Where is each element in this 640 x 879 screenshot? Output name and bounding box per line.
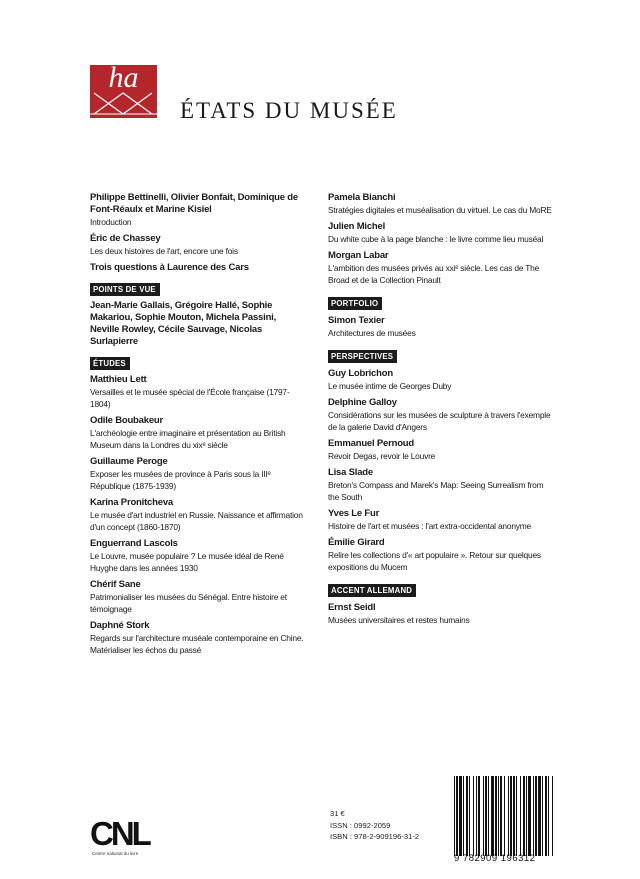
toc-title: Le musée intime de Georges Duby (328, 381, 452, 391)
toc-entry (90, 497, 305, 533)
issn: ISSN : 0992-2059 (330, 820, 391, 830)
barcode-bar (473, 776, 474, 856)
toc-author: Emmanuel Pernoud (328, 438, 415, 449)
toc-title: Le Louvre, musée populaire ? Le musée idéal de René Huyghe dans les années 1930 (90, 551, 284, 573)
toc-author: Lisa Slade (328, 467, 373, 478)
barcode-bar (542, 776, 543, 856)
section-perspectives: PERSPECTIVES (328, 350, 397, 363)
toc-entry (90, 620, 305, 656)
toc-entry (328, 315, 553, 339)
toc-author: Delphine Galloy (328, 397, 397, 408)
barcode-bar (488, 776, 489, 856)
cnl-logo-subtitle: Centre national du livre (92, 851, 139, 856)
barcode (454, 770, 553, 862)
toc-author: Trois questions à Laurence des Cars (90, 262, 249, 273)
toc-title: Patrimonialiser les musées du Sénégal. Entre histoire et témoignage (90, 592, 287, 614)
barcode-bar (528, 776, 531, 856)
toc-author: Simon Texier (328, 315, 385, 326)
toc-entry (328, 368, 553, 392)
toc-author: Émilie Girard (328, 537, 385, 548)
toc-title: Introduction (90, 217, 132, 227)
toc-entry (90, 262, 305, 274)
toc-title: Relire les collections d'« art populaire ». Retour sur quelques expositions du Mucem (328, 550, 541, 572)
barcode-bar (526, 776, 527, 856)
toc-author: Pamela Bianchi (328, 192, 396, 203)
barcode-bar (485, 776, 487, 856)
toc-title: Les deux histoires de l'art, encore une fois (90, 246, 238, 256)
barcode-bar (508, 776, 509, 856)
section-portfolio: PORTFOLIO (328, 297, 382, 310)
toc-entry (90, 374, 305, 410)
isbn: ISBN : 978-2-909196-31-2 (330, 832, 420, 841)
toc-entry (328, 508, 553, 532)
barcode-bar (548, 776, 549, 856)
toc-title: Du white cube à la page blanche : le livre comme lieu muséal (328, 234, 544, 244)
barcode-bar (476, 776, 477, 856)
journal-title: ÉTATS DU MUSÉE (180, 98, 398, 123)
barcode-bar (533, 776, 534, 856)
toc-author: Guy Lobrichon (328, 368, 393, 379)
barcode-bar (495, 776, 497, 856)
toc-title: L'ambition des musées privés au xxiᵉ siècle. Les cas de The Broad et de la Collection Pinault (328, 263, 540, 285)
toc-entry (90, 233, 305, 257)
toc-author: Jean-Marie Gallais, Grégoire Hallé, Sophie Makariou, Sophie Mouton, Michela Passini, Neville Rowley, Cécile Sauvage, Nicolas Surlapierre (90, 300, 277, 347)
toc-author: Chérif Sane (90, 579, 141, 590)
toc-entry (328, 467, 553, 503)
barcode-bar (466, 776, 468, 856)
section-points-de-vue: POINTS DE VUE (90, 283, 160, 296)
toc-title: Architectures de musées (328, 328, 416, 338)
toc-entry (90, 415, 305, 451)
toc-entry (90, 579, 305, 615)
cnl-logo (90, 815, 156, 859)
barcode-bar (456, 776, 458, 856)
toc-title: Musées universitaires et restes humains (328, 615, 470, 625)
barcode-bar (520, 776, 521, 856)
toc-title: Breton's Compass and Marek's Map: Seeing Surrealism from the South (328, 480, 544, 502)
toc-title: L'archéologie entre imaginaire et présentation au British Museum dans la Londres du xixᵉ siècle (90, 428, 286, 450)
toc-entry (328, 192, 553, 216)
toc-title: Regards sur l'architecture muséale contemporaine en Chine. Matérialiser les échos du passé (90, 633, 304, 655)
barcode-bar (510, 776, 512, 856)
barcode-digits: 9 782909 196312 (454, 853, 536, 864)
toc-title: Versailles et le musée spécial de l'École française (1797-1804) (90, 387, 290, 409)
toc-entry (328, 438, 553, 462)
barcode-bar (459, 776, 462, 856)
toc-author: Odile Boubakeur (90, 415, 164, 426)
barcode-bar (552, 776, 553, 856)
barcode-bar (545, 776, 547, 856)
section-etudes: ÉTUDES (90, 357, 130, 370)
logo-text: ha (108, 61, 139, 94)
toc-entry (90, 538, 305, 574)
toc-entry (90, 300, 305, 348)
toc-title: Le musée d'art industriel en Russie. Naissance et affirmation d'un concept (1860-1870) (90, 510, 303, 532)
toc-author: Daphné Stork (90, 620, 150, 631)
left-column (90, 192, 305, 661)
barcode-bar (523, 776, 525, 856)
section-accent-allemand: ACCENT ALLEMAND (328, 584, 416, 597)
toc-title: Stratégies digitales et muséalisation du virtuel. Le cas du MoRE (328, 205, 552, 215)
publisher-logo (90, 61, 157, 118)
toc-author: Enguerrand Lascols (90, 538, 178, 549)
barcode-bar (516, 776, 517, 856)
toc-author: Karina Pronitcheva (90, 497, 173, 508)
toc-title: Histoire de l'art et musées : l'art extra-occidental anonyme (328, 521, 531, 531)
barcode-bar (463, 776, 464, 856)
toc-title: Revoir Degas, revoir le Louvre (328, 451, 436, 461)
toc-author: Philippe Bettinelli, Olivier Bonfait, Dominique de Font-Réaulx et Marine Kisiel (90, 192, 298, 215)
toc-author: Matthieu Lett (90, 374, 147, 385)
barcode-bar (538, 776, 541, 856)
toc-title: Considérations sur les musées de sculpture à travers l'exemple de la galerie David d'Angers (328, 410, 551, 432)
barcode-bar (535, 776, 537, 856)
toc-author: Morgan Labar (328, 250, 389, 261)
cnl-logo-text: CNL (90, 815, 149, 852)
publication-info (330, 808, 419, 843)
barcode-bar (498, 776, 499, 856)
toc-author: Yves Le Fur (328, 508, 380, 519)
toc-entry (328, 397, 553, 433)
barcode-bar (500, 776, 502, 856)
toc-author: Julien Michel (328, 221, 386, 232)
toc-entry (90, 456, 305, 492)
toc-entry (328, 221, 553, 245)
toc-author: Ernst Seidl (328, 602, 376, 613)
barcode-bar (504, 776, 505, 856)
toc-author: Guillaume Peroge (90, 456, 168, 467)
toc-entry (328, 602, 553, 626)
barcode-bar (513, 776, 515, 856)
toc-entry (90, 192, 305, 228)
toc-entry (328, 250, 553, 286)
barcode-bar (491, 776, 494, 856)
barcode-bar (454, 776, 455, 856)
barcode-bar (483, 776, 484, 856)
barcode-bar (478, 776, 480, 856)
right-column (328, 192, 553, 631)
price: 31 € (330, 809, 345, 818)
toc-author: Éric de Chassey (90, 233, 161, 244)
toc-title: Exposer les musées de province à Paris sous la IIIᵉ République (1875-1939) (90, 469, 271, 491)
barcode-bar (469, 776, 470, 856)
toc-entry (328, 537, 553, 573)
